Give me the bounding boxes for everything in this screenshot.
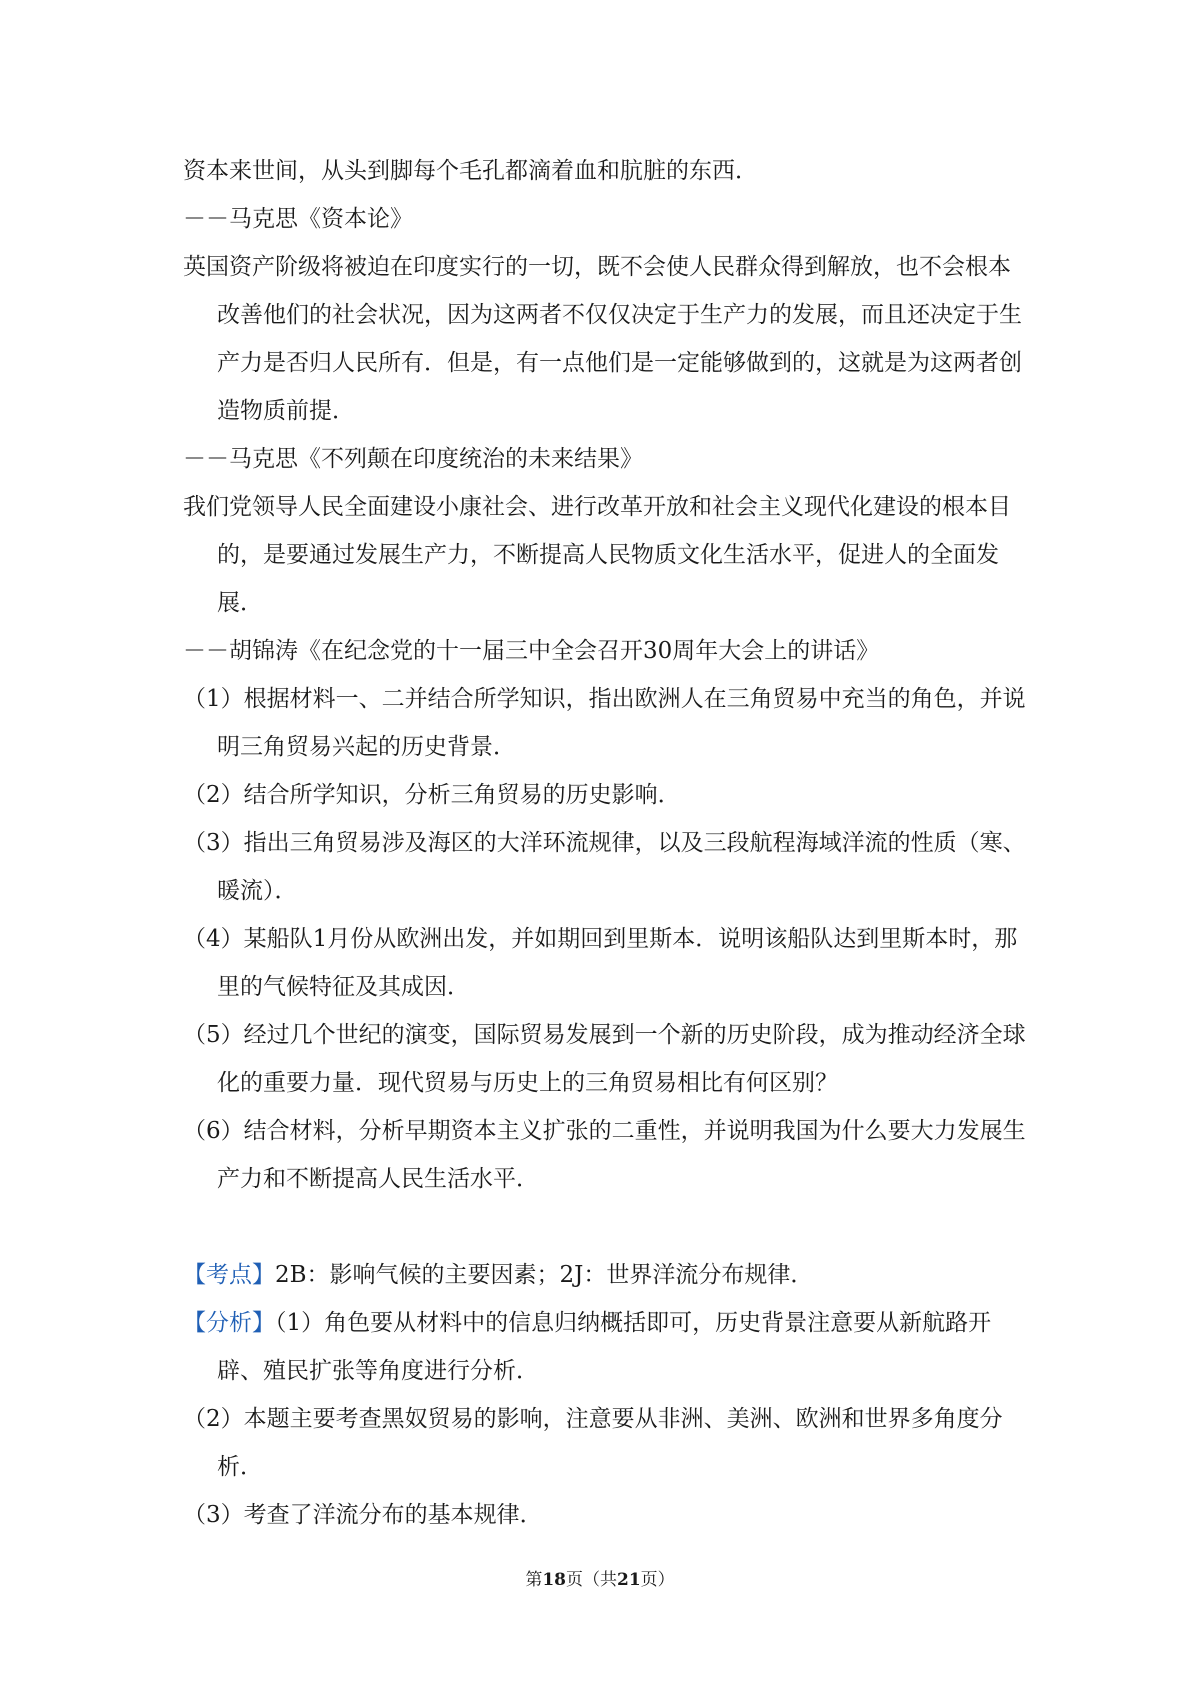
- question-4: （4）某船队1月份从欧洲出发，并如期回到里斯本．说明该船队达到里斯本时，那里的气候特征及其成因．: [183, 926, 1018, 1000]
- fenxi-item-3: （3）考查了洋流分布的基本规律．: [183, 1502, 543, 1528]
- kaodian-text: 2B：影响气候的主要因素；2J：世界洋流分布规律．: [275, 1262, 814, 1288]
- page-content: [183, 147, 1028, 1539]
- material-quote-1: 资本来世间，从头到脚每个毛孔都滴着血和肮脏的东西．: [183, 158, 758, 184]
- material-attribution-3: －－胡锦涛《在纪念党的十一届三中全会召开30周年大会上的讲话》: [183, 638, 880, 664]
- question-6: （6）结合材料，分析早期资本主义扩张的二重性，并说明我国为什么要大力发展生产力和不断提高人民生活水平．: [183, 1118, 1026, 1192]
- question-3: （3）指出三角贸易涉及海区的大洋环流规律，以及三段航程海域洋流的性质（寒、暖流）．: [183, 830, 1026, 904]
- material-quote-3: 我们党领导人民全面建设小康社会、进行改革开放和社会主义现代化建设的根本目的，是要通过发展生产力，不断提高人民物质文化生活水平，促进人的全面发展．: [183, 494, 1011, 616]
- fenxi-item-2: （2）本题主要考查黑奴贸易的影响，注意要从非洲、美洲、欧洲和世界多角度分析．: [183, 1406, 1003, 1480]
- footer-suffix: 页）: [640, 1570, 675, 1590]
- fenxi-line: [183, 1299, 1028, 1395]
- kaodian-line: [183, 1251, 1028, 1299]
- section-gap: [183, 1203, 1028, 1251]
- material-attribution-2: －－马克思《不列颠在印度统治的未来结果》: [183, 446, 643, 472]
- fenxi-label: 【分析】: [183, 1310, 275, 1336]
- fenxi-text: （1）角色要从材料中的信息归纳概括即可，历史背景注意要从新航路开辟、殖民扩张等角度进行分析．: [217, 1310, 992, 1384]
- footer-prefix: 第: [525, 1570, 543, 1590]
- footer-current-page: 18: [542, 1570, 566, 1590]
- question-2: （2）结合所学知识，分析三角贸易的历史影响．: [183, 782, 681, 808]
- kaodian-label: 【考点】: [183, 1262, 275, 1288]
- footer-middle: 页（共: [566, 1570, 617, 1590]
- page-footer: [0, 1568, 1200, 1592]
- question-5: （5）经过几个世纪的演变，国际贸易发展到一个新的历史阶段，成为推动经济全球化的重要力量．现代贸易与历史上的三角贸易相比有何区别？: [183, 1022, 1026, 1096]
- material-attribution-1: －－马克思《资本论》: [183, 206, 413, 232]
- question-1: （1）根据材料一、二并结合所学知识，指出欧洲人在三角贸易中充当的角色，并说明三角贸易兴起的历史背景．: [183, 686, 1026, 760]
- material-quote-2: 英国资产阶级将被迫在印度实行的一切，既不会使人民群众得到解放，也不会根本改善他们的社会状况，因为这两者不仅仅决定于生产力的发展，而且还决定于生产力是否归人民所有．但是，有一点他们是一定能够做到的，这就是为这两者创造物质前提．: [183, 254, 1022, 424]
- footer-total-pages: 21: [617, 1570, 641, 1590]
